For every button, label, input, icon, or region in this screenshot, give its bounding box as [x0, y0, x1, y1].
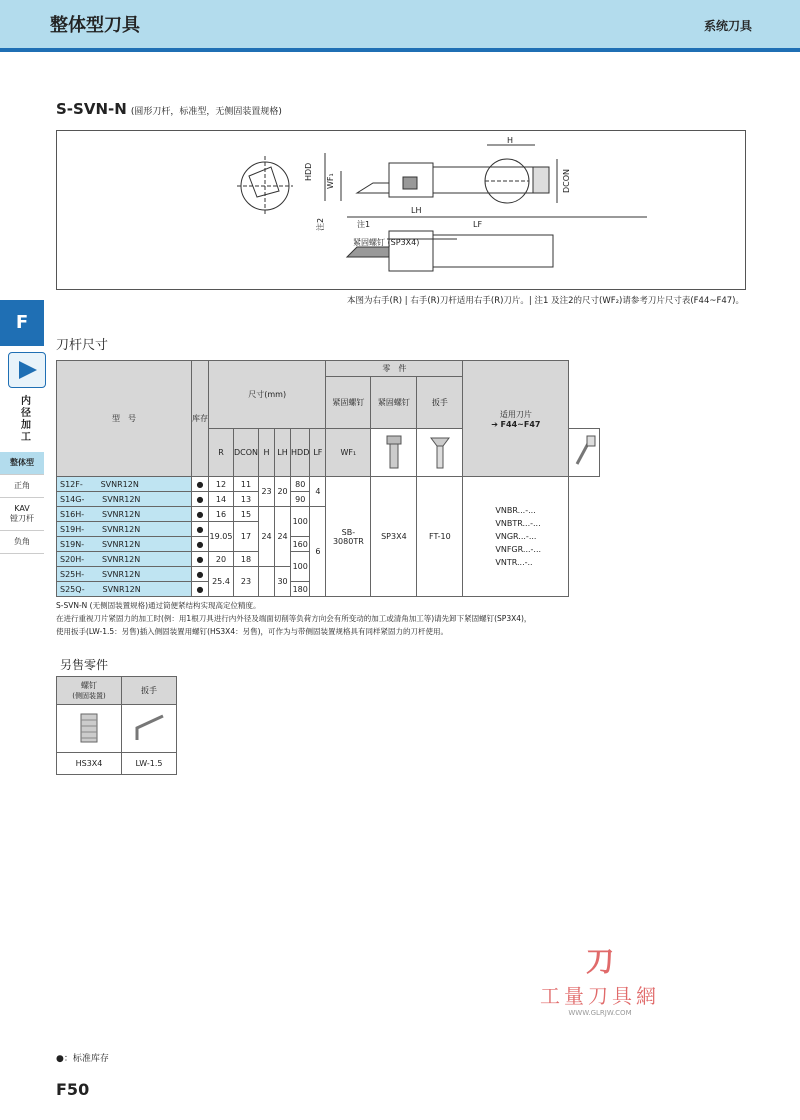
- table-row: S20H- SVNR12N: [57, 552, 192, 567]
- note-line: S-SVN-N (无侧固装置规格)通过筒便紧结构实现高定位精度。: [56, 601, 261, 610]
- table-row: S14G- SVNR12N: [57, 492, 192, 507]
- label-note2: 注2: [316, 217, 325, 231]
- hdd-cell: 24: [275, 507, 291, 567]
- note-line: 在进行重视刀片紧固力的加工时(例：用1根刀具进行内外径及端面切削等负荷方向会有所变动的加工或清角加工等)请先卸下紧固螺钉(SP3X4)，: [56, 614, 532, 623]
- col-extra-wrench: 扳手: [122, 677, 177, 705]
- table-row: S16H- SVNR12N: [57, 507, 192, 522]
- header-rule: [0, 48, 800, 52]
- extra-parts-title: 另售零件: [60, 658, 109, 672]
- label-screw: 紧固螺钉 (SP3X4): [353, 238, 420, 247]
- product-subtitle: [56, 100, 282, 118]
- stock-mark: ●: [192, 552, 209, 567]
- col-insert: [463, 361, 569, 477]
- lf-cell: 100: [291, 507, 310, 537]
- table-notes: [56, 599, 531, 638]
- watermark: [530, 940, 670, 1017]
- stock-mark: ●: [192, 477, 209, 492]
- stock-mark: ●: [192, 582, 209, 597]
- table-row: S19N- SVNR12N: [57, 537, 192, 552]
- col-dims: 尺寸(mm): [209, 361, 326, 429]
- stock-legend: ●：标准库存: [56, 1054, 109, 1064]
- stock-mark: ●: [192, 492, 209, 507]
- wf-cell: 6: [310, 507, 326, 597]
- lf-cell: 160: [291, 537, 310, 552]
- col-clamp-screw-1: 紧固螺钉: [326, 377, 371, 429]
- dcon-cell: 25.4: [209, 567, 234, 597]
- dcon-cell: 12: [209, 477, 234, 492]
- section-letter: F: [0, 300, 44, 346]
- watermark-logo: 刀: [585, 945, 614, 978]
- lf-cell: 80: [291, 477, 310, 492]
- h-cell: 13: [234, 492, 259, 507]
- wf-cell: 4: [310, 477, 326, 507]
- col-h: H: [259, 429, 275, 477]
- col-dcon: DCON: [234, 429, 259, 477]
- col-wrench: 扳手: [417, 377, 463, 429]
- dcon-cell: 14: [209, 492, 234, 507]
- wrench-code: LW-1.5: [122, 753, 177, 775]
- col-wf: WF₁: [326, 429, 371, 477]
- insert-list: VNBR...-... VNBTR...-... VNGR...-... VNFGR...-... VNTR...-..: [463, 477, 569, 597]
- sidebar-item-solid[interactable]: 整体型: [0, 452, 44, 475]
- label-wf: WF₁: [326, 173, 335, 189]
- label-lh: LH: [411, 206, 422, 215]
- dcon-cell: 20: [209, 552, 234, 567]
- product-code: S-SVN-N: [56, 100, 127, 118]
- col-parts: 零 件: [326, 361, 463, 377]
- dcon-cell: 16: [209, 507, 234, 522]
- sidebar-item-positive[interactable]: 正角: [0, 475, 44, 498]
- col-lf: LF: [310, 429, 326, 477]
- h-cell: 15: [234, 507, 259, 522]
- watermark-name: 工量刀具網: [540, 984, 660, 1008]
- set-screw-icon: [57, 705, 122, 753]
- page-number: F50: [56, 1080, 90, 1099]
- part-clamp-screw: SB-3080TR: [326, 477, 371, 597]
- stock-mark: ●: [192, 537, 209, 552]
- clamp-screw-icon: [371, 429, 417, 477]
- tool-diagram: [56, 130, 746, 290]
- h-cell: 23: [234, 567, 259, 597]
- col-stock: 库存: [192, 361, 209, 477]
- sidebar-item-negative[interactable]: 负角: [0, 531, 44, 554]
- label-lf: LF: [473, 220, 483, 229]
- watermark-url: WWW.GLRJW.COM: [568, 1009, 632, 1017]
- header-category: 系统刀具: [703, 19, 752, 33]
- page-header: [0, 0, 800, 48]
- table-row: S19H- SVNR12N: [57, 522, 192, 537]
- part-clamp-screw-2: SP3X4: [371, 477, 417, 597]
- h-cell: 11: [234, 477, 259, 492]
- col-hdd: HDD: [291, 429, 310, 477]
- stock-mark: ●: [192, 507, 209, 522]
- shank-title: 刀杆尺寸: [56, 338, 109, 353]
- col-clamp-screw-2: 紧固螺钉: [371, 377, 417, 429]
- header-title: 整体型刀具: [50, 15, 140, 36]
- table-row: S25H- SVNR12N: [57, 567, 192, 582]
- dcon-cell: 19.05: [209, 522, 234, 552]
- spec-table: [56, 360, 600, 597]
- lf-cell: 180: [291, 582, 310, 597]
- lf-cell: 100: [291, 552, 310, 582]
- table-row: S25Q- SVNR12N: [57, 582, 192, 597]
- diagram-drawing: [57, 131, 745, 289]
- lf-cell: 90: [291, 492, 310, 507]
- col-insert-label: 适用刀片: [499, 409, 532, 419]
- torx-wrench-icon: [569, 429, 600, 477]
- stock-mark: ●: [192, 522, 209, 537]
- hdd-cell: 30: [275, 567, 291, 597]
- col-model: 型 号: [57, 361, 192, 477]
- label-note1: 注1: [357, 220, 371, 229]
- col-screw: 螺钉 (侧固装置): [57, 677, 122, 705]
- note-line: 使用扳手(LW-1.5：另售)插入侧固装置用螺钉(HS3X4：另售)，可作为与带侧固装置规格具有同样紧固力的刀杆使用。: [56, 627, 449, 636]
- product-desc: (圆形刀杆，标准型，无侧固装置规格): [130, 107, 282, 117]
- sidebar-nav: [0, 452, 44, 554]
- h-cell: 17: [234, 522, 259, 552]
- col-r: R: [209, 429, 234, 477]
- diagram-note: 本图为右手(R) | 右手(R)刀杆适用右手(R)刀片。| 注1 及注2的尺寸(WF₂)请参考刀片尺寸表(F44~F47)。: [347, 296, 744, 306]
- label-h: H: [507, 136, 514, 145]
- table-row: S12F- SVNR12N: [57, 477, 192, 492]
- col-lh: LH: [275, 429, 291, 477]
- h-cell: 18: [234, 552, 259, 567]
- stock-mark: ●: [192, 567, 209, 582]
- boring-tool-icon: [8, 352, 46, 388]
- hdd-cell: 20: [275, 477, 291, 507]
- lh-cell: 24: [259, 507, 275, 567]
- lh-cell: 23: [259, 477, 275, 507]
- extra-parts-table: [56, 676, 177, 775]
- label-hdd: HDD: [304, 162, 313, 181]
- part-wrench: FT-10: [417, 477, 463, 597]
- insert-ref-link[interactable]: ➔ F44~F47: [491, 419, 541, 429]
- clamp-screw-2-icon: [417, 429, 463, 477]
- screw-code: HS3X4: [57, 753, 122, 775]
- lh-cell-empty: [259, 567, 275, 597]
- label-dcon: DCON: [562, 168, 571, 193]
- section-vertical-title: 内径加工: [21, 396, 31, 443]
- hex-key-icon: [122, 705, 177, 753]
- sidebar-item-kav[interactable]: KAV 镗刀杆: [0, 498, 44, 531]
